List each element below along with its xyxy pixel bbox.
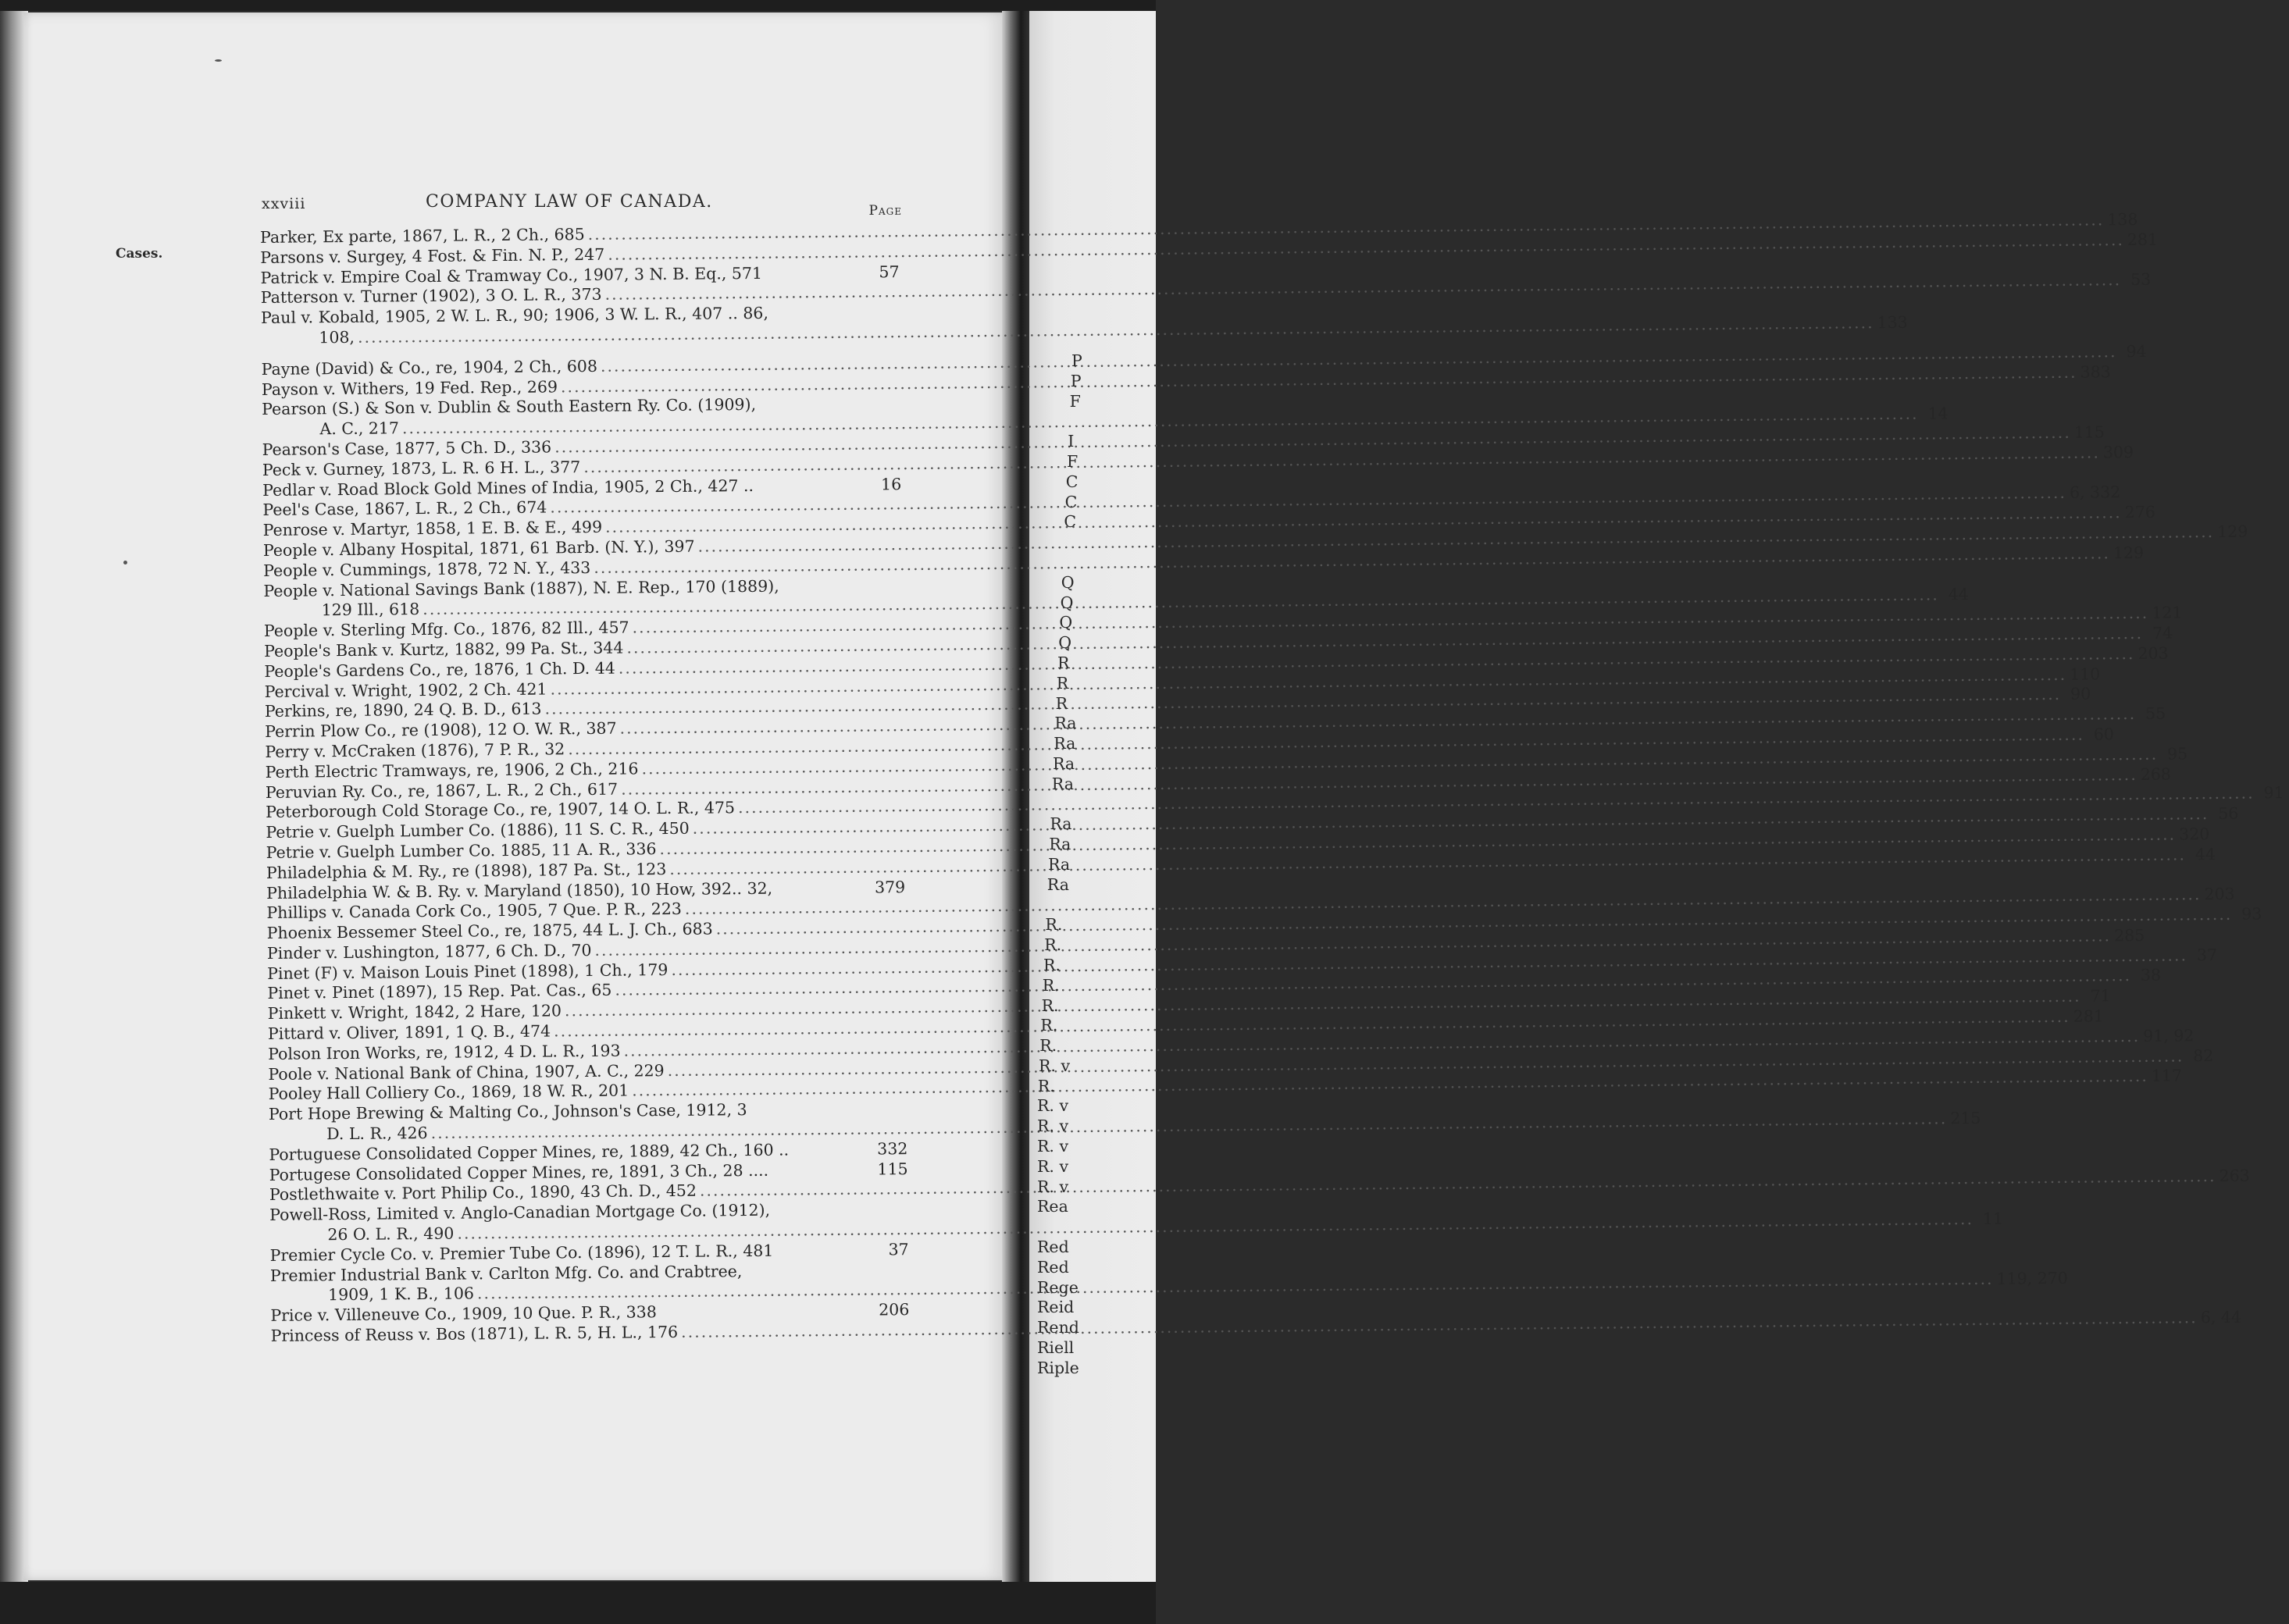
facing-page-fragment: R [1056, 673, 1069, 693]
leader-dots [768, 318, 873, 319]
leader-dots [742, 1275, 882, 1277]
facing-page-fragment: P [1071, 351, 1082, 370]
facing-page-fragment: R. [1045, 915, 1063, 935]
facing-page-fragment: R [1055, 693, 1068, 713]
page-reference: 71 [2090, 986, 2111, 1006]
case-citation: Patrick v. Empire Coal & Tramway Co., 1907, 3 N. B. Eq., 571 [260, 263, 763, 287]
facing-page-fragment: Rea [1037, 1197, 1068, 1216]
facing-page-fragment: Red [1037, 1238, 1069, 1257]
page-reference: 138 [2107, 209, 2138, 230]
facing-page-fragment: Ra [1053, 753, 1075, 773]
page-reference: 44 [1948, 585, 1970, 604]
leader-dots [768, 1174, 877, 1175]
page-reference: 60 [2093, 725, 2115, 744]
page-reference: 6, 332 [2069, 483, 2121, 503]
facing-page-fragment: F [1069, 391, 1081, 411]
case-citation: Pooley Hall Colliery Co., 1869, 18 W. R., 201 [268, 1081, 629, 1104]
page-title: COMPANY LAW OF CANADA. [426, 192, 713, 212]
page-reference: 285 [2114, 925, 2145, 946]
facing-page-fragment: Reid [1037, 1298, 1075, 1317]
leader-dots [779, 590, 876, 591]
ink-speck [215, 59, 222, 62]
case-citation: Petrie v. Guelph Lumber Co. (1886), 11 S. C. R., 450 [266, 818, 690, 842]
case-citation: Peck v. Gurney, 1873, L. R. 6 H. L., 377 [262, 457, 581, 479]
case-citation: Petrie v. Guelph Lumber Co. 1885, 11 A. R., 336 [266, 839, 657, 862]
leader-dots [772, 892, 875, 893]
case-citation: Philadelphia W. & B. Ry. v. Maryland (1850), 10 How, 392.. 32, [266, 878, 773, 903]
case-citation: Postlethwaite v. Port Philip Co., 1890, 43 Ch. D., 452 [269, 1181, 697, 1205]
page-reference: 133 [1877, 312, 1908, 333]
case-citation: Polson Iron Works, re, 1912, 4 D. L. R., 193 [268, 1041, 621, 1063]
page-reference: 383 [2080, 361, 2111, 382]
facing-page-fragment: R. [1043, 955, 1061, 974]
page-reference: 44 [2195, 844, 2216, 864]
facing-page-fragment: R. [1044, 935, 1062, 955]
case-citation: 108, [319, 327, 355, 347]
case-citation: Perry v. McCraken (1876), 7 P. R., 32 [265, 739, 565, 761]
ink-speck [123, 561, 127, 564]
facing-page-fragment: R. v [1037, 1116, 1069, 1136]
running-head [262, 192, 902, 219]
case-citation: Pittard v. Oliver, 1891, 1 Q. B., 474 [267, 1021, 551, 1044]
page-reference: 110 [2070, 664, 2101, 684]
case-citation: Perth Electric Tramways, re, 1906, 2 Ch., 216 [265, 759, 639, 782]
case-citation: Pinder v. Lushington, 1877, 6 Ch. D., 70 [266, 940, 592, 963]
page-reference: 206 [879, 1300, 910, 1320]
case-citation: Port Hope Brewing & Malting Co., Johnson's Case, 1912, 3 [268, 1100, 747, 1124]
page-reference: 115 [877, 1159, 908, 1179]
facing-page-fragment: R. [1039, 1036, 1057, 1056]
case-citation: Peel's Case, 1867, L. R., 2 Ch., 674 [262, 497, 547, 520]
facing-page-fragment [1029, 795, 1156, 815]
case-citation: Premier Industrial Bank v. Carlton Mfg. Co. and Crabtree, [269, 1261, 743, 1285]
facing-page-text [1029, 351, 1156, 1379]
case-citation: Princess of Reuss v. Bos (1871), L. R. 5, H. L., 176 [270, 1322, 679, 1345]
page-reference: 203 [2137, 643, 2169, 663]
facing-page-fragment: C [1064, 492, 1078, 511]
case-citation: Phillips v. Canada Cork Co., 1905, 7 Que. P. R., 223 [266, 899, 682, 923]
page-reference: 11 [1982, 1209, 2004, 1228]
case-citation: People v. Sterling Mfg. Co., 1876, 82 Ill., 457 [263, 618, 629, 641]
scan-border-bottom [0, 1582, 1156, 1624]
case-citation: People v. National Savings Bank (1887), N. E. Rep., 170 (1889), [263, 576, 779, 600]
facing-page-fragment: Ra [1048, 854, 1071, 874]
page-reference: 82 [2193, 1045, 2214, 1065]
case-citation: Portuguese Consolidated Copper Mines, re, 1889, 42 Ch., 160 .. [269, 1140, 790, 1164]
page-reference: 14 [1927, 404, 1949, 423]
leader-dots [762, 277, 873, 278]
page-reference: 117 [2151, 1066, 2183, 1086]
facing-page-fragment: R. [1042, 975, 1060, 995]
page-reference: 379 [874, 877, 906, 896]
facing-page-fragment [1029, 532, 1156, 553]
facing-page-fragment: R. v [1037, 1137, 1069, 1156]
margin-note: Cases. [116, 246, 163, 262]
page-reference: 16 [880, 474, 902, 493]
case-citation: 1909, 1 K. B., 106 [328, 1284, 475, 1305]
page-column-label: Page [868, 203, 902, 219]
case-citation: Pedlar v. Road Block Gold Mines of India, 1905, 2 Ch., 427 .. [262, 475, 754, 500]
case-citation: A. C., 217 [319, 418, 400, 439]
case-citation: Powell-Ross, Limited v. Anglo-Canadian Mortgage Co. (1912), [269, 1201, 771, 1225]
case-citation: Paul v. Kobald, 1905, 2 W. L. R., 90; 1906, 3 W. L. R., 407 .. 86, [260, 303, 769, 328]
facing-page-fragment: Ra [1049, 835, 1071, 854]
case-citation: Pearson's Case, 1877, 5 Ch. D., 336 [262, 437, 552, 459]
facing-page-fragment: R. [1040, 1016, 1058, 1035]
leader-dots [657, 1316, 879, 1318]
page-reference: 129 [2217, 522, 2248, 541]
leader-dots [756, 409, 874, 410]
page-reference: 37 [888, 1239, 909, 1259]
page-reference: 38 [2140, 966, 2162, 985]
page-reference: 91, 92 [2143, 1026, 2195, 1045]
page-reference: 309 [2102, 442, 2134, 462]
page-folio: xxviii [262, 195, 306, 212]
case-citation: Pearson (S.) & Son v. Dublin & South Eastern Ry. Co. (1909), [262, 395, 757, 419]
case-citation: Perkins, re, 1890, 24 Q. B. D., 613 [264, 699, 542, 721]
facing-page-fragment: R. [1041, 995, 1059, 1015]
scan-border-top [0, 0, 1156, 11]
page-reference: 320 [2179, 824, 2210, 844]
case-citation: D. L. R., 426 [326, 1124, 428, 1144]
facing-page-fragment: C [1065, 472, 1079, 491]
page-reference: 129 [2113, 543, 2145, 562]
case-citation: Poole v. National Bank of China, 1907, A. C., 229 [268, 1060, 665, 1084]
page-reference: 281 [2073, 1006, 2105, 1026]
page-reference: 90 [2070, 684, 2091, 704]
facing-page-fragment: R. v [1037, 1096, 1069, 1116]
facing-page-fragment: R. v [1039, 1056, 1071, 1075]
facing-page-fragment: Riple [1037, 1358, 1079, 1377]
page-reference: 55 [2145, 703, 2166, 723]
case-citation: Perrin Plow Co., re (1908), 12 O. W. R., 387 [265, 718, 617, 742]
page-reference: 121 [2152, 603, 2183, 622]
case-citation: Premier Cycle Co. v. Premier Tube Co. (1896), 12 T. L. R., 481 [269, 1241, 774, 1265]
facing-page-fragment: Rege [1037, 1277, 1079, 1297]
facing-page-fragment: R. v [1037, 1156, 1069, 1176]
page-reference: 57 [879, 262, 900, 281]
facing-page-fragment: Ra [1054, 734, 1076, 753]
facing-page-fragment [1029, 553, 1156, 573]
facing-page-fragment: R. v [1037, 1177, 1069, 1196]
facing-page-fragment: R. [1037, 1076, 1055, 1095]
case-citation: Price v. Villeneuve Co., 1909, 10 Que. P. R., 338 [270, 1302, 657, 1326]
case-citation: Parsons v. Surgey, 4 Fost. & Fin. N. P., 247 [260, 244, 605, 267]
case-citation: Payson v. Withers, 19 Fed. Rep., 269 [261, 376, 558, 399]
facing-page-fragment: Ra [1046, 874, 1069, 894]
page-reference: 281 [2127, 230, 2159, 249]
page-reference: 215 [1950, 1108, 1981, 1128]
facing-page-fragment: Ra [1050, 814, 1072, 834]
facing-page-fragment: Ra [1054, 714, 1077, 733]
page-reference: 53 [2130, 270, 2152, 290]
case-citation: Pinet (F) v. Maison Louis Pinet (1898), 1 Ch., 179 [267, 960, 669, 983]
page-reference: 268 [2140, 764, 2172, 784]
page-reference: 37 [2196, 945, 2218, 964]
case-citation: Pinkett v. Wright, 1842, 2 Hare, 120 [267, 1001, 562, 1024]
leader-dots [770, 1215, 882, 1216]
case-citation: Phoenix Bessemer Steel Co., re, 1875, 44 L. J. Ch., 683 [266, 919, 713, 943]
case-citation: Payne (David) & Co., re, 1904, 2 Ch., 608 [261, 356, 598, 379]
case-citation: Percival v. Wright, 1902, 2 Ch. 421 [264, 679, 547, 701]
case-citation: Philadelphia & M. Ry., re (1898), 187 Pa. St., 123 [266, 859, 667, 882]
page-reference: 263 [2219, 1166, 2250, 1186]
facing-page-fragment: Riell [1037, 1338, 1075, 1358]
page-reference: 203 [2204, 885, 2235, 904]
facing-page-fragment: Rend [1037, 1318, 1079, 1337]
page-reference: 56 [2218, 803, 2239, 824]
facing-page-fragment [1029, 896, 1156, 916]
page-reference: 332 [877, 1138, 908, 1159]
page-reference: 6, 44 [2200, 1307, 2242, 1327]
page-reference: 91 [2263, 783, 2284, 803]
case-citation: Pinet v. Pinet (1897), 15 Rep. Pat. Cas., 65 [267, 981, 612, 1003]
page-reference: 74 [2152, 623, 2173, 643]
leader-dots [747, 1114, 881, 1116]
facing-page-fragment: F [1067, 451, 1079, 471]
facing-page-fragment: C [1064, 512, 1077, 532]
case-citation: Peruvian Ry. Co., re, 1867, L. R., 2 Ch., 617 [265, 779, 619, 802]
case-citation: Peterborough Cold Storage Co., re, 1907, 14 O. L. R., 475 [266, 798, 736, 822]
case-citation: Parker, Ex parte, 1867, L. R., 2 Ch., 685 [260, 225, 585, 247]
facing-page-fragment: Q [1058, 633, 1071, 653]
case-citation: 26 O. L. R., 490 [327, 1223, 455, 1245]
facing-page-fragment: Q [1059, 613, 1073, 632]
case-citation: Patterson v. Turner (1902), 3 O. L. R., 373 [260, 285, 602, 308]
page-reference: 95 [2166, 744, 2188, 764]
facing-page-fragment: Q [1061, 572, 1075, 592]
facing-page-fragment [1029, 411, 1156, 432]
facing-page-fragment: P [1070, 371, 1082, 390]
facing-page-fragment: I [1068, 432, 1075, 451]
page-reference: 115 [2073, 422, 2105, 442]
facing-page-fragment: Ra [1051, 774, 1074, 793]
case-citation: People's Gardens Co., re, 1876, 1 Ch. D. 44 [264, 658, 615, 681]
page-reference: 119, 270 [1996, 1269, 2069, 1289]
case-citation: People v. Cummings, 1878, 72 N. Y., 433 [263, 557, 591, 580]
page-reference: 93 [2241, 904, 2262, 924]
case-citation: 129 Ill., 618 [321, 600, 420, 620]
facing-page-fragment: Red [1037, 1257, 1069, 1277]
case-citation: Portugese Consolidated Copper Mines, re, 1891, 3 Ch., 28 .... [269, 1160, 769, 1184]
facing-page-fragment: Q [1060, 593, 1074, 612]
page-reference: 94 [2126, 341, 2147, 361]
case-citation: People v. Albany Hospital, 1871, 61 Barb. (N. Y.), 397 [262, 536, 695, 560]
case-citation: People's Bank v. Kurtz, 1882, 99 Pa. St., 344 [264, 638, 624, 661]
page-reference: 276 [2124, 502, 2155, 522]
facing-page-fragment [1029, 1217, 1156, 1238]
case-citation: Penrose v. Martyr, 1858, 1 E. B. & E., 499 [262, 517, 603, 540]
facing-page-fragment: R [1057, 653, 1070, 672]
leader-dots [789, 1154, 877, 1155]
